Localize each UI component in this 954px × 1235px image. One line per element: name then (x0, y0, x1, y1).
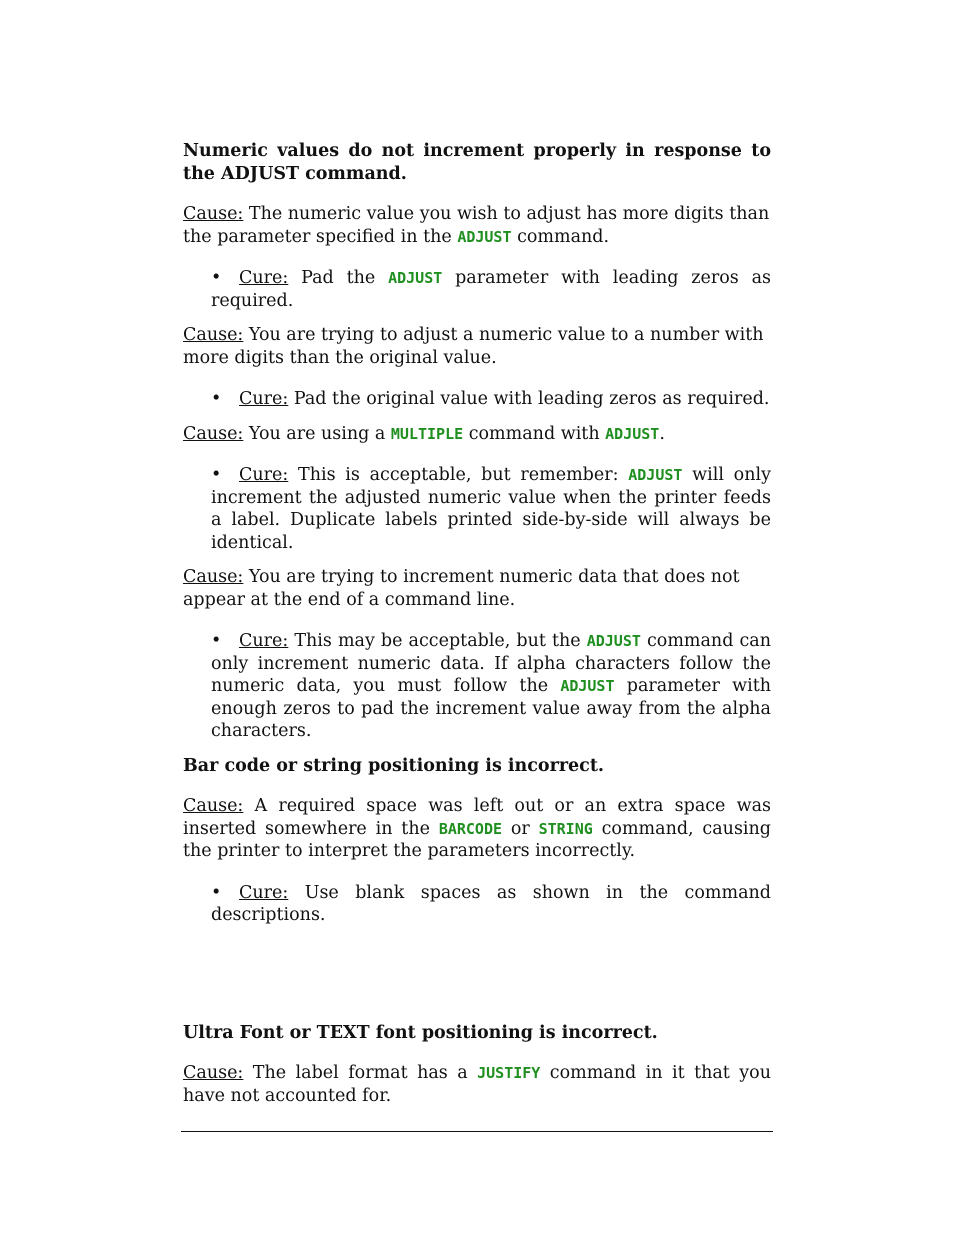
cure-text: Pad the original value with leading zeros as required. (293, 389, 770, 409)
cause-text: You are using a (248, 423, 391, 444)
cure-label: Cure: (239, 465, 289, 485)
cure-bullet-4 (211, 630, 771, 743)
cure-text: This is acceptable, but remember: (298, 465, 629, 485)
cause-label: Cause: (183, 204, 244, 224)
footer-rule (181, 1131, 773, 1132)
document-page (183, 140, 771, 1126)
command-adjust: ADJUST (560, 677, 615, 695)
cure-text: parameter with enough zeros to pad the increment value away from the alpha characters. (211, 676, 771, 741)
command-barcode: BARCODE (438, 819, 503, 838)
cure-text: command can only increment numeric data. If alpha characters follow the numeric data, you must follow the (211, 631, 771, 696)
cause-paragraph-6 (183, 1062, 771, 1107)
cure-text: This may be acceptable, but the (294, 631, 587, 651)
cause-text: appear at the end of a command line. (183, 589, 516, 610)
command-adjust: ADJUST (586, 632, 641, 650)
section-heading-barcode: Bar code or string positioning is incorrect. (183, 755, 605, 776)
cause-text: A required space was left out or an extra space was inserted somewhere in the (183, 796, 771, 839)
cause-text: command. (511, 226, 610, 247)
cure-text: Use blank spaces as shown in the command descriptions. (211, 882, 771, 925)
cause-text: or (502, 818, 539, 839)
cure-text: will only increment the adjusted numeric value when the printer feeds a label. Duplicate labels printed side-by-side will always be identical. (211, 465, 771, 553)
cure-label: Cure: (239, 631, 289, 651)
cause-text: The numeric value you wish to adjust has more digits than (248, 204, 770, 224)
spacer (183, 939, 771, 1022)
cause-text: . (659, 423, 665, 444)
section-heading-adjust: Numeric values do not increment properly in response to the ADJUST command. (183, 141, 771, 184)
cause-text: command with (463, 423, 606, 444)
command-justify: JUSTIFY (477, 1064, 541, 1082)
bullet-icon: • (211, 268, 222, 288)
command-multiple: MULTIPLE (390, 424, 464, 443)
cure-label: Cure: (239, 389, 289, 409)
cure-bullet-5 (211, 882, 771, 927)
cause-text: the parameter specified in the (183, 226, 458, 247)
cause-label: Cause: (183, 423, 244, 444)
command-adjust: ADJUST (457, 227, 512, 246)
bullet-icon: • (211, 631, 222, 651)
cure-bullet-1 (211, 267, 771, 312)
command-adjust: ADJUST (628, 466, 683, 484)
cause-paragraph-5 (183, 795, 771, 863)
cause-paragraph-3 (183, 423, 771, 446)
cause-text: You are trying to adjust a numeric value to a number with (248, 325, 764, 345)
cause-label: Cause: (183, 796, 244, 816)
bullet-icon: • (211, 465, 222, 485)
cause-text: The label format has a (252, 1063, 478, 1083)
cause-text: command in it that you have not accounted for. (183, 1063, 771, 1106)
cure-label: Cure: (239, 268, 289, 288)
cause-label: Cause: (183, 567, 244, 587)
cure-bullet-3 (211, 464, 771, 554)
cause-paragraph-4 (183, 566, 771, 611)
cause-text: You are trying to increment numeric data that does not (248, 567, 740, 587)
bullet-icon: • (211, 882, 222, 903)
cause-text: command, causing the printer to interpret the parameters incorrectly. (183, 818, 771, 861)
section-heading-ultra-font: Ultra Font or TEXT font positioning is incorrect. (183, 1022, 658, 1043)
cause-paragraph-1 (183, 203, 771, 248)
command-string: STRING (538, 819, 593, 838)
cure-bullet-2 (211, 388, 771, 411)
cure-text: Pad the (301, 268, 389, 288)
cause-paragraph-2 (183, 324, 771, 369)
cure-text: parameter with leading zeros as required. (211, 268, 771, 311)
command-adjust: ADJUST (605, 424, 660, 443)
bullet-icon: • (211, 389, 222, 409)
cause-text: more digits than the original value. (183, 347, 497, 368)
cause-label: Cause: (183, 1063, 244, 1083)
cure-label: Cure: (239, 882, 289, 903)
cause-label: Cause: (183, 325, 244, 345)
command-adjust: ADJUST (388, 269, 443, 287)
